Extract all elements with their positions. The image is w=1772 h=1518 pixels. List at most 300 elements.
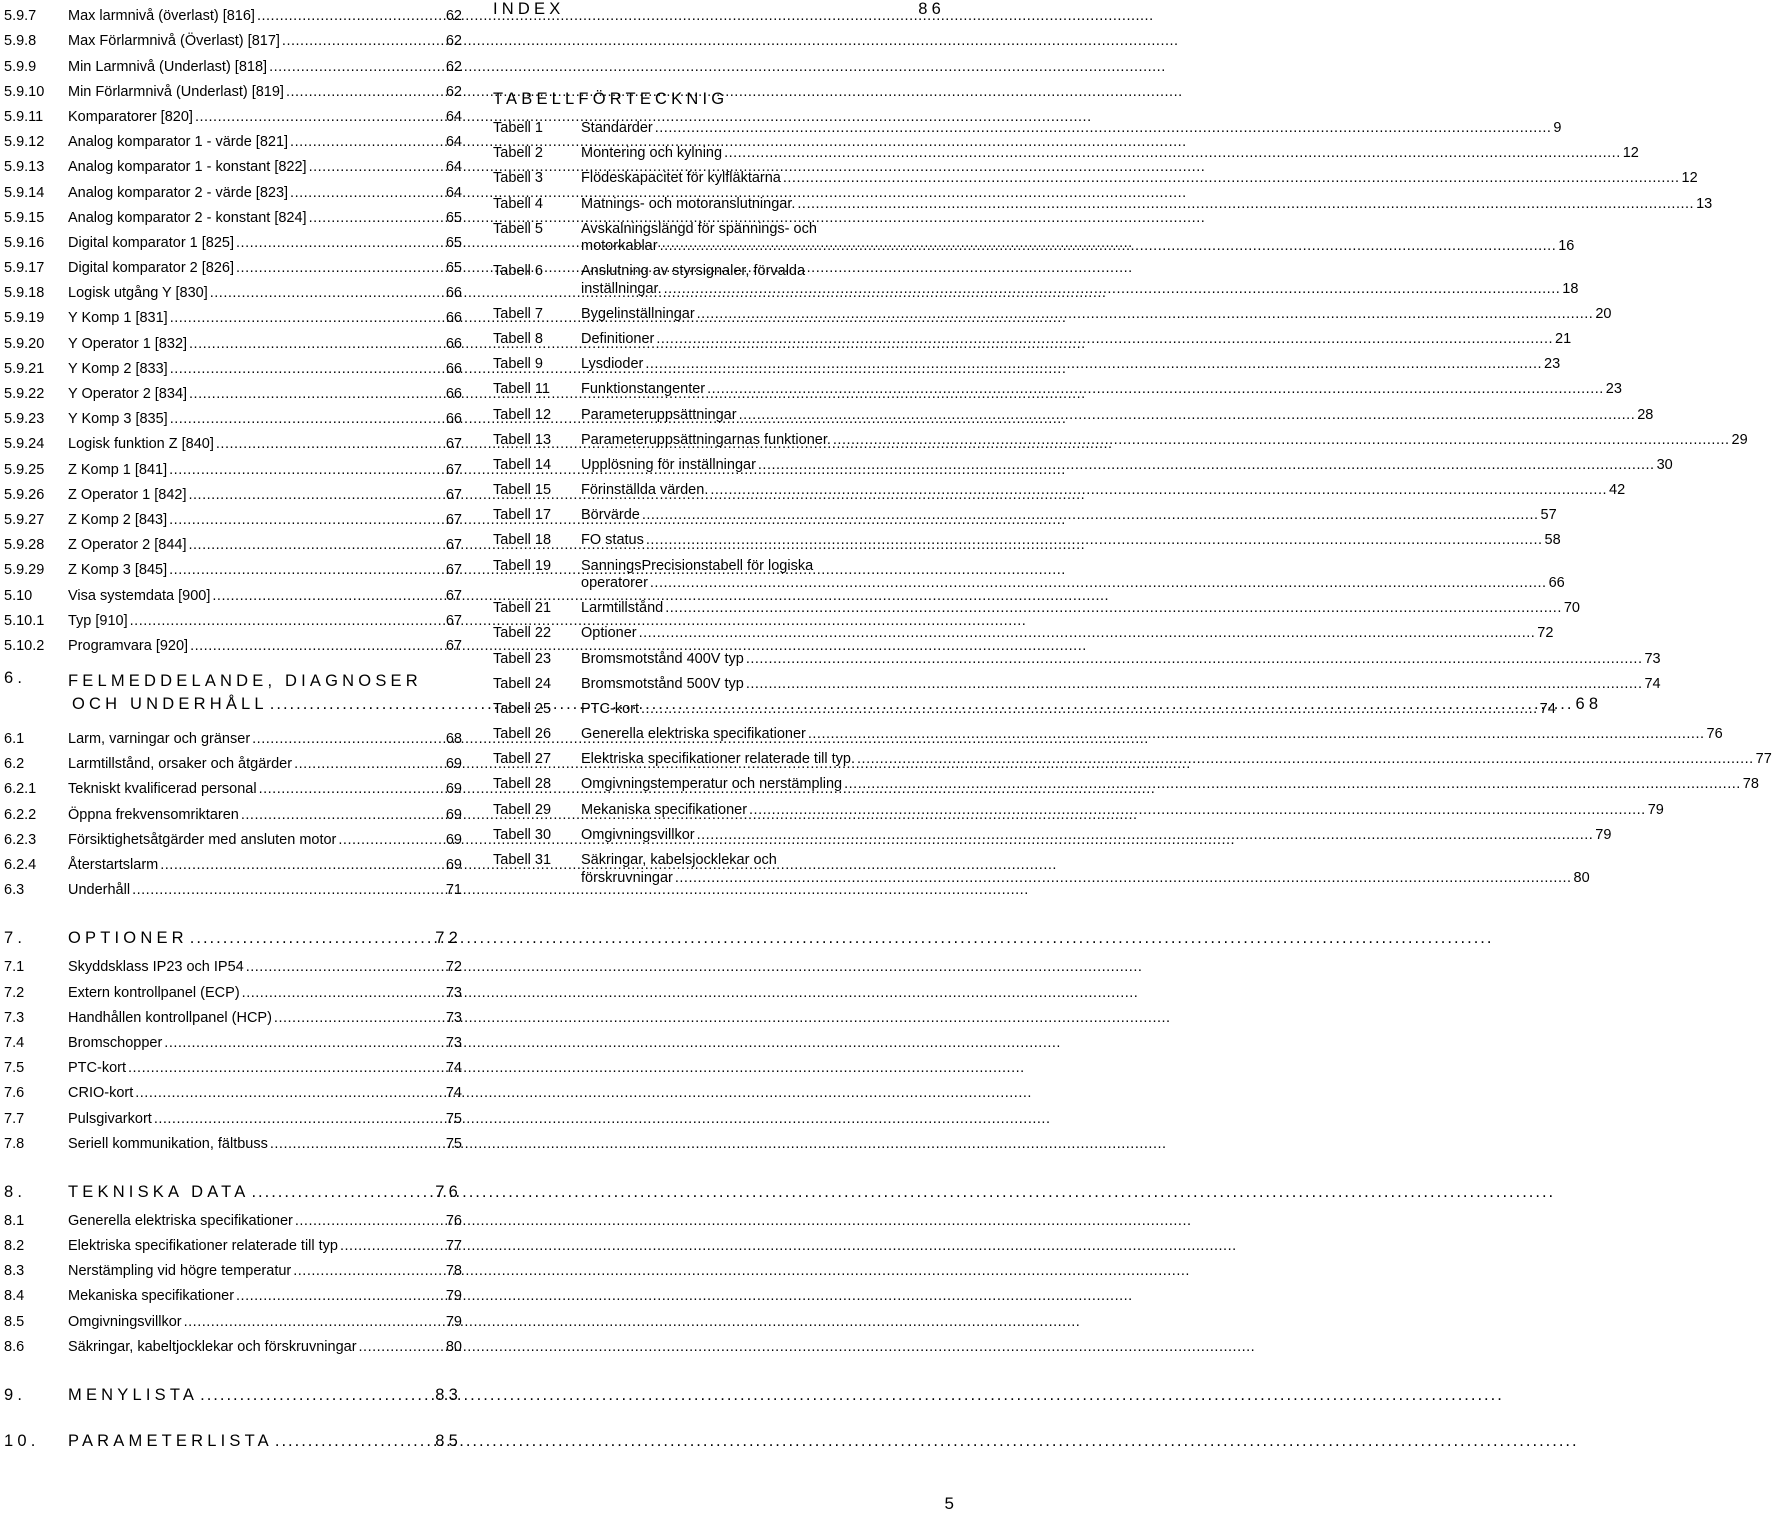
toc-entry[interactable]	[4, 353, 462, 378]
entry-title: Bromsmotstånd 400V typ	[581, 650, 744, 667]
chapter-number: 7.	[4, 929, 27, 948]
table-list-entry[interactable]	[493, 600, 1580, 625]
page-number: 20	[1595, 305, 1612, 322]
index-entry[interactable]	[493, 0, 953, 24]
table-label: Tabell 9	[493, 356, 543, 373]
toc-entry[interactable]	[4, 579, 462, 604]
entry-title: Definitioner	[581, 330, 655, 347]
page-number: 76	[435, 1182, 462, 1201]
leader-dots	[257, 7, 444, 25]
table-label: Tabell 29	[493, 801, 552, 818]
entry-title: Generella elektriska specifikationer	[581, 726, 806, 743]
entry-number: 5.9.20	[4, 335, 45, 352]
page-number: 66	[445, 386, 462, 402]
entry-title: Larm, varningar och gränser	[68, 731, 251, 748]
leader-dots	[170, 309, 444, 327]
page-number: 78	[445, 1263, 462, 1280]
chapter-number: 10.	[4, 1431, 40, 1450]
page-number: 68	[445, 731, 462, 748]
entry-title: Säkringar, kabeltjocklekar och förskruvningar	[68, 1338, 357, 1355]
leader-dots	[252, 730, 444, 748]
entry-title: Z Komp 3 [845]	[68, 562, 168, 579]
entry-number: 6.3	[4, 882, 25, 899]
entry-number: 8.1	[4, 1212, 25, 1229]
chapter-8-heading[interactable]	[4, 1167, 462, 1201]
toc-entry[interactable]	[4, 50, 462, 75]
toc-entry[interactable]	[4, 1280, 462, 1305]
leader-dots	[154, 1110, 444, 1128]
toc-entry[interactable]	[4, 1331, 462, 1356]
table-list-entry[interactable]	[493, 751, 1772, 776]
table-list-entry[interactable]	[493, 482, 1626, 507]
toc-entry[interactable]	[4, 849, 462, 874]
leader-dots	[270, 1135, 444, 1153]
table-list-entry[interactable]	[493, 625, 1554, 650]
toc-entry[interactable]	[4, 605, 462, 630]
toc-entry[interactable]	[4, 126, 462, 151]
entry-number: 5.9.19	[4, 310, 45, 327]
page-number: 79	[1647, 801, 1664, 818]
entry-title: Min Larmnivå (Underlast) [818]	[68, 58, 268, 75]
page-number: 28	[1637, 406, 1654, 423]
page-number: 67	[445, 637, 462, 654]
entry-title: Z Komp 2 [843]	[68, 511, 168, 528]
page-number: 78	[1742, 776, 1759, 793]
page-number: 65	[445, 209, 462, 226]
leader-dots	[210, 284, 444, 302]
table-label: Tabell 28	[493, 776, 552, 793]
page-number: 64	[445, 184, 462, 201]
toc-entry[interactable]	[4, 773, 462, 798]
table-label: Tabell 5	[493, 220, 543, 237]
toc-entry[interactable]	[4, 554, 462, 579]
entry-title: Bromschopper	[68, 1034, 163, 1051]
toc-entry[interactable]	[4, 403, 462, 428]
page-number: 42	[1609, 482, 1626, 499]
table-list-entry[interactable]	[493, 532, 1561, 557]
table-list-entry[interactable]	[493, 675, 1661, 701]
page-number: 66	[445, 411, 462, 428]
toc-entry[interactable]	[4, 1077, 462, 1102]
table-label: Tabell 8	[493, 330, 543, 347]
entry-title-continued: motorkablar	[581, 238, 658, 255]
leader-dots	[749, 802, 1646, 820]
page-number: 12	[1622, 145, 1639, 162]
page-number-footer: 5	[944, 1494, 954, 1513]
page-number: 69	[445, 831, 462, 848]
leader-dots	[340, 1237, 444, 1255]
leader-dots	[655, 120, 1552, 138]
page-number: 77	[445, 1238, 462, 1255]
entry-number: 5.9.7	[4, 8, 37, 25]
entry-number: 5.10.2	[4, 637, 45, 654]
leader-dots	[710, 482, 1607, 500]
leader-dots	[269, 58, 444, 76]
entry-title: CRIO-kort	[68, 1085, 134, 1102]
table-list-entry[interactable]	[493, 220, 1575, 264]
table-label: Tabell 13	[493, 431, 552, 448]
page-number: 73	[445, 1009, 462, 1026]
entry-number: 6.2.3	[4, 831, 37, 848]
toc-entry[interactable]	[4, 976, 462, 1001]
entry-title: Larmtillstånd, orsaker och åtgärder	[68, 756, 293, 773]
entry-number: 5.9.29	[4, 562, 45, 579]
chapter-title-line-2: OCH UNDERHÅLL	[72, 694, 268, 713]
table-label: Tabell 21	[493, 600, 552, 617]
leader-dots	[309, 158, 444, 176]
leader-dots	[259, 780, 444, 798]
entry-title: Komparatorer [820]	[68, 108, 193, 125]
entry-title-continued: inställningar.	[581, 280, 662, 297]
entry-number: 5.9.23	[4, 411, 45, 428]
entry-title: Programvara [920]	[68, 637, 189, 654]
leader-dots	[739, 407, 1636, 425]
page-number: 66	[445, 335, 462, 352]
table-list-entry[interactable]	[493, 381, 1622, 406]
page-number: 18	[1562, 280, 1579, 297]
page-number: 72	[435, 929, 462, 948]
toc-entry[interactable]	[4, 1230, 462, 1255]
page-number: 67	[445, 612, 462, 629]
entry-title: Skyddsklass IP23 och IP54	[68, 959, 244, 976]
toc-entry[interactable]	[4, 529, 462, 554]
toc-entry[interactable]	[4, 1205, 462, 1230]
chapter-title: TEKNISKA DATA	[68, 1182, 250, 1201]
toc-entry[interactable]	[4, 504, 462, 529]
leader-dots	[195, 108, 444, 126]
entry-title: Matnings- och motoranslutningar.	[581, 195, 796, 212]
chapter-title-line-1: FELMEDDELANDE, DIAGNOSER	[68, 671, 422, 690]
entry-number: 6.2.1	[4, 781, 37, 798]
toc-entry[interactable]	[4, 252, 462, 277]
leader-dots	[294, 755, 444, 773]
table-list-entry[interactable]	[493, 356, 1561, 381]
entry-title: Återstartslarm	[68, 857, 159, 873]
toc-entry[interactable]	[4, 1027, 462, 1052]
entry-number: 8.4	[4, 1288, 25, 1305]
chapter-7-heading[interactable]	[4, 913, 462, 947]
entry-title: Mekaniska specifikationer	[581, 801, 748, 818]
table-label: Tabell 7	[493, 305, 543, 322]
page-number: 57	[1540, 507, 1557, 524]
leader-dots	[242, 984, 444, 1002]
entry-number: 5.9.15	[4, 209, 45, 226]
page-number: 23	[1544, 356, 1561, 373]
leader-dots	[160, 856, 444, 874]
page-number: 62	[445, 58, 462, 75]
page-number: 79	[1595, 826, 1612, 843]
table-list-entry[interactable]	[493, 776, 1759, 801]
entry-title: Nerstämpling vid högre temperatur	[68, 1263, 292, 1280]
entry-title: Underhåll	[68, 882, 131, 899]
entry-number: 7.7	[4, 1110, 25, 1127]
entry-title: Z Komp 1 [841]	[68, 461, 168, 478]
entry-title: Omgivningsvillkor	[581, 826, 695, 843]
table-label: Tabell 25	[493, 700, 552, 717]
page-number: 65	[445, 234, 462, 251]
toc-entry[interactable]	[4, 479, 462, 504]
page-number: 23	[1605, 381, 1622, 398]
table-list-entry[interactable]	[493, 263, 1579, 306]
entry-number: 5.9.25	[4, 461, 45, 478]
leader-dots	[290, 133, 444, 151]
entry-title: Öppna frekvensomriktaren	[68, 806, 239, 823]
toc-entry[interactable]	[4, 874, 462, 899]
toc-entry[interactable]	[4, 428, 462, 453]
table-list-entry[interactable]	[493, 826, 1612, 852]
leader-dots	[128, 1059, 444, 1077]
leader-dots	[275, 1432, 433, 1450]
page-number: 74	[445, 1060, 462, 1077]
page-number: 74	[445, 1085, 462, 1102]
leader-dots	[665, 600, 1562, 618]
table-list-entry[interactable]	[493, 195, 1713, 221]
entry-title: Upplösning för inställningar	[581, 456, 756, 473]
toc-entry[interactable]	[4, 1128, 462, 1153]
table-list-entry[interactable]	[493, 507, 1557, 532]
page-number: 16	[1558, 238, 1575, 255]
leader-dots	[645, 356, 1542, 374]
leader-dots	[190, 929, 433, 947]
page-number: 68	[1575, 694, 1603, 713]
table-label: Tabell 24	[493, 675, 552, 692]
table-label: Tabell 31	[493, 852, 552, 868]
table-label: Tabell 3	[493, 170, 543, 187]
entry-title: Digital komparator 2 [826]	[68, 260, 235, 277]
entry-title: Visa systemdata [900]	[68, 587, 211, 604]
entry-number: 5.9.9	[4, 58, 37, 75]
table-list-entry[interactable]	[493, 431, 1748, 457]
toc-entry[interactable]	[4, 327, 462, 352]
page-number: 67	[445, 537, 462, 554]
table-list-entry[interactable]	[493, 852, 1590, 895]
leader-dots	[164, 1034, 444, 1052]
entry-title: Standarder	[581, 120, 653, 136]
toc-entry[interactable]	[4, 25, 462, 50]
entry-title: Y Operator 1 [832]	[68, 335, 188, 352]
table-list-entry[interactable]	[493, 700, 1556, 726]
entry-title: Flödeskapacitet för kylfläktarna	[581, 170, 781, 187]
table-list-entry[interactable]	[493, 726, 1723, 751]
leader-dots	[132, 881, 444, 899]
entry-title: Tekniskt kvalificerad personal	[68, 781, 257, 798]
entry-title: Extern kontrollpanel (ECP)	[68, 984, 240, 1001]
entry-title: Generella elektriska specifikationer	[68, 1212, 293, 1229]
entry-title: Max Förlarmnivå (Överlast) [817]	[68, 33, 280, 50]
entry-title: Analog komparator 2 - värde [823]	[68, 184, 289, 201]
chapter-9-heading[interactable]	[4, 1370, 462, 1404]
leader-dots	[170, 360, 444, 378]
toc-entry[interactable]	[4, 798, 462, 823]
entry-number: 5.9.26	[4, 486, 45, 503]
entry-title: Analog komparator 1 - konstant [822]	[68, 159, 307, 176]
table-label: Tabell 26	[493, 726, 552, 743]
leader-dots	[833, 432, 1730, 450]
chapter-10-heading[interactable]	[4, 1416, 462, 1450]
page-number: 69	[445, 857, 462, 873]
leader-dots	[697, 306, 1594, 324]
leader-dots	[697, 827, 1594, 845]
entry-number: 7.1	[4, 959, 25, 976]
entry-title-continued: operatorer	[581, 575, 648, 592]
page-number: 73	[445, 984, 462, 1001]
toc-section-6-entries	[4, 723, 462, 899]
entry-title: Y Operator 2 [834]	[68, 386, 188, 402]
page-number: 66	[445, 285, 462, 302]
page-number: 77	[1755, 751, 1772, 768]
entry-title: Analog komparator 1 - värde [821]	[68, 134, 289, 151]
table-label: Tabell 19	[493, 557, 552, 574]
page-number: 12	[1681, 170, 1698, 187]
toc-entry[interactable]	[4, 277, 462, 302]
entry-title: Logisk utgång Y [830]	[68, 285, 208, 302]
page-number: 79	[445, 1313, 462, 1330]
toc-entry[interactable]	[4, 1305, 462, 1330]
page-number: 21	[1555, 330, 1572, 347]
entry-title: Max larmnivå (överlast) [816]	[68, 8, 255, 25]
toc-entry[interactable]	[4, 0, 462, 25]
entry-number: 5.9.14	[4, 184, 45, 201]
toc-entry[interactable]	[4, 630, 462, 655]
entry-title: Larmtillstånd	[581, 600, 664, 617]
leader-dots	[169, 511, 444, 529]
table-label: Tabell 15	[493, 482, 552, 499]
entry-title: Säkringar, kabelsjocklekar och	[581, 852, 777, 868]
leader-dots	[184, 1313, 444, 1331]
entry-title: Omgivningsvillkor	[68, 1313, 182, 1330]
table-list-entry[interactable]	[493, 557, 1565, 601]
toc-section-5-entries	[4, 0, 462, 655]
entry-number: 5.9.22	[4, 386, 45, 402]
leader-dots	[236, 259, 444, 277]
chapter-title: OPTIONER	[68, 929, 188, 948]
leader-dots	[646, 532, 1543, 550]
entry-title: Elektriska specifikationer relaterade till typ	[68, 1238, 338, 1255]
page-number: 62	[445, 33, 462, 50]
entry-number: 7.8	[4, 1135, 25, 1152]
entry-title: Förinställda värden.	[581, 482, 709, 499]
toc-entry[interactable]	[4, 227, 462, 252]
entry-number: 8.3	[4, 1263, 25, 1280]
table-list-entry[interactable]	[493, 120, 1562, 145]
entry-title: Bromsmotstånd 500V typ	[581, 675, 744, 692]
page-number: 66	[445, 360, 462, 377]
page-number: 13	[1696, 195, 1713, 212]
chapter-number: 6.	[4, 668, 27, 687]
leader-dots	[188, 536, 443, 554]
page-number: 75	[445, 1135, 462, 1152]
toc-entry[interactable]	[4, 748, 462, 773]
table-label: Tabell 1	[493, 120, 543, 136]
page-number: 74	[1644, 675, 1661, 692]
toc-section-7-entries	[4, 951, 462, 1153]
table-list-entry[interactable]	[493, 406, 1654, 432]
table-list-entry[interactable]	[493, 456, 1673, 482]
table-label: Tabell 23	[493, 650, 552, 667]
table-label: Tabell 12	[493, 406, 552, 423]
toc-entry[interactable]	[4, 1102, 462, 1127]
leader-dots	[844, 776, 1741, 794]
toc-entry[interactable]	[4, 1002, 462, 1027]
entry-title: Funktionstangenter	[581, 381, 706, 398]
page-number: 65	[445, 260, 462, 277]
toc-entry[interactable]	[4, 176, 462, 201]
toc-entry[interactable]	[4, 1052, 462, 1077]
table-label: Tabell 2	[493, 145, 543, 162]
entry-title: Logisk funktion Z [840]	[68, 436, 214, 453]
toc-entry[interactable]	[4, 302, 462, 327]
leader-dots	[295, 1212, 444, 1230]
chapter-number: 9.	[4, 1385, 27, 1404]
toc-entry[interactable]	[4, 202, 462, 227]
entry-title: Avskalningslängd för spännings- och	[581, 220, 817, 237]
table-label: Tabell 17	[493, 507, 552, 524]
entry-title: Montering och kylning	[581, 145, 723, 162]
leader-dots	[169, 561, 444, 579]
page-number: 58	[1544, 532, 1561, 549]
toc-entry[interactable]	[4, 378, 462, 403]
entry-number: 8.6	[4, 1338, 25, 1355]
entry-number: 5.9.12	[4, 134, 45, 151]
page-number: 73	[445, 1034, 462, 1051]
toc-entry[interactable]	[4, 453, 462, 478]
toc-entry[interactable]	[4, 723, 462, 748]
table-list-entry[interactable]	[493, 170, 1698, 195]
leader-dots	[212, 587, 443, 605]
leader-dots	[664, 281, 1561, 299]
entry-number: 5.9.11	[4, 108, 44, 125]
leader-dots	[359, 1338, 444, 1356]
page-number: 80	[1573, 869, 1590, 886]
leader-dots	[783, 170, 1680, 188]
entry-number: 6.1	[4, 731, 25, 748]
toc-entry[interactable]	[4, 151, 462, 176]
entry-number: 5.9.28	[4, 537, 45, 554]
toc-entry[interactable]	[4, 1255, 462, 1280]
leader-dots	[309, 209, 444, 227]
leader-dots	[293, 1262, 444, 1280]
page-number: 29	[1731, 431, 1748, 448]
page-number: 66	[1548, 575, 1565, 592]
page-number: 76	[1706, 726, 1723, 743]
table-list-entry[interactable]	[493, 801, 1664, 827]
table-list-entry[interactable]	[493, 145, 1639, 170]
leader-dots	[189, 385, 444, 403]
entry-title: Y Komp 3 [835]	[68, 411, 168, 428]
page-number: 70	[1563, 600, 1580, 617]
table-list-entry[interactable]	[493, 305, 1612, 331]
leader-dots	[707, 381, 1604, 399]
toc-entry[interactable]	[4, 76, 462, 101]
entry-number: 8.2	[4, 1238, 25, 1255]
toc-entry[interactable]	[4, 101, 462, 126]
page-number: 74	[1539, 700, 1556, 717]
entry-number: 5.9.16	[4, 234, 45, 251]
entry-number: 6.2.2	[4, 806, 37, 823]
table-list-entry[interactable]	[493, 650, 1661, 676]
entry-title: Analog komparator 2 - konstant [824]	[68, 209, 307, 226]
chapter-title: PARAMETERLISTA	[68, 1431, 273, 1450]
toc-entry[interactable]	[4, 824, 462, 849]
toc-entry[interactable]	[4, 951, 462, 976]
entry-title: Z Operator 2 [844]	[68, 537, 187, 554]
page-number: 67	[445, 461, 462, 478]
leader-dots	[246, 958, 444, 976]
entry-title: SanningsPrecisionstabell för logiska	[581, 557, 814, 574]
leader-dots	[282, 32, 444, 50]
table-list-entry[interactable]	[493, 330, 1572, 356]
entry-number: 7.2	[4, 984, 25, 1001]
